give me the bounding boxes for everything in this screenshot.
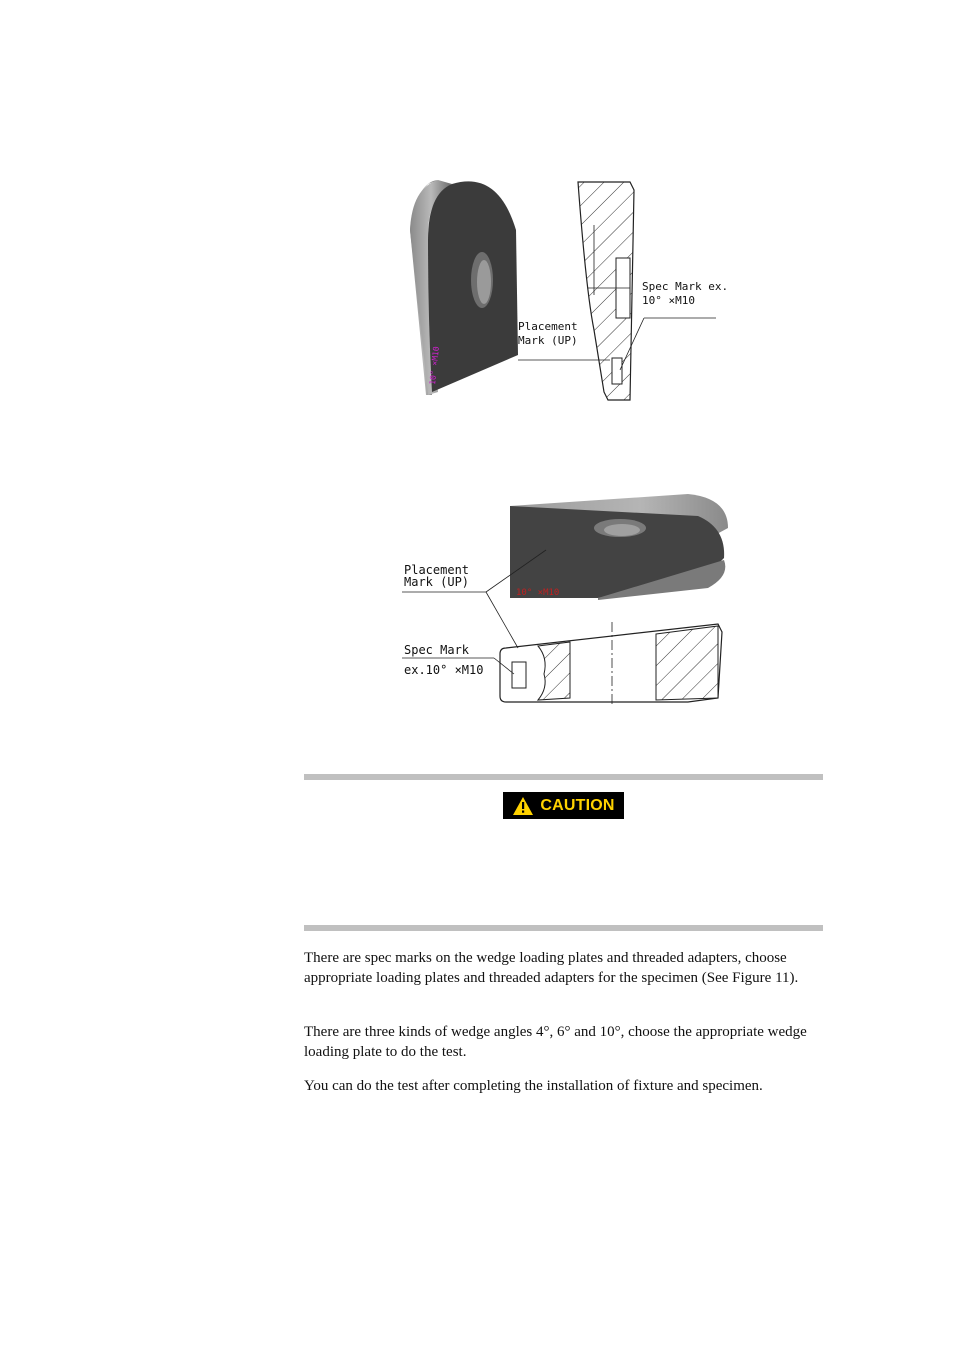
caution-rule-top [304,774,823,780]
placement-label-line2: Mark (UP) [518,334,578,347]
section-spec-pocket [612,358,622,384]
spec-label-line1: Spec Mark ex. [642,280,728,293]
paragraph-spec-marks: There are spec marks on the wedge loading plates and threaded adapters, choose appropriate loading plates and threaded adapters for the specimen (See Figure 11). [304,950,799,986]
adapter-section-hatch-right [656,626,718,700]
plate-hole-inner [477,260,491,304]
adapter-side-engraving: 10° ×M10 [516,588,560,598]
plate-side-engraving: 10° ×M10 [428,345,442,386]
paragraph-wedge-angles: There are three kinds of wedge angles 4°, 6° and 10°, choose the appropriate wedge loading plate to do the test. [304,1024,807,1060]
adapter-hole-inner [604,524,640,536]
threaded-adapter-figure [398,488,733,713]
caution-rule-bottom [304,925,823,931]
adapter-spec-pocket [512,662,526,688]
placement-label-line1: Placement [518,320,578,333]
caution-badge [503,792,624,819]
caution-label: CAUTION [540,796,615,814]
adapter-placement-label-line1: Placement [404,563,470,577]
adapter-spec-label-line2: ex.10° ×M10 [404,663,484,677]
adapter-spec-label-line1: Spec Mark [404,643,470,657]
paragraph-do-test: You can do the test after completing the installation of fixture and specimen. [304,1078,763,1094]
warning-triangle-icon [512,796,534,816]
spec-label-line2: 10° ×M10 [642,294,695,307]
wedge-plate-figure [398,170,728,415]
adapter-placement-label-line2: Mark (UP) [404,575,470,589]
adapter-placement-leader-2 [486,592,518,648]
